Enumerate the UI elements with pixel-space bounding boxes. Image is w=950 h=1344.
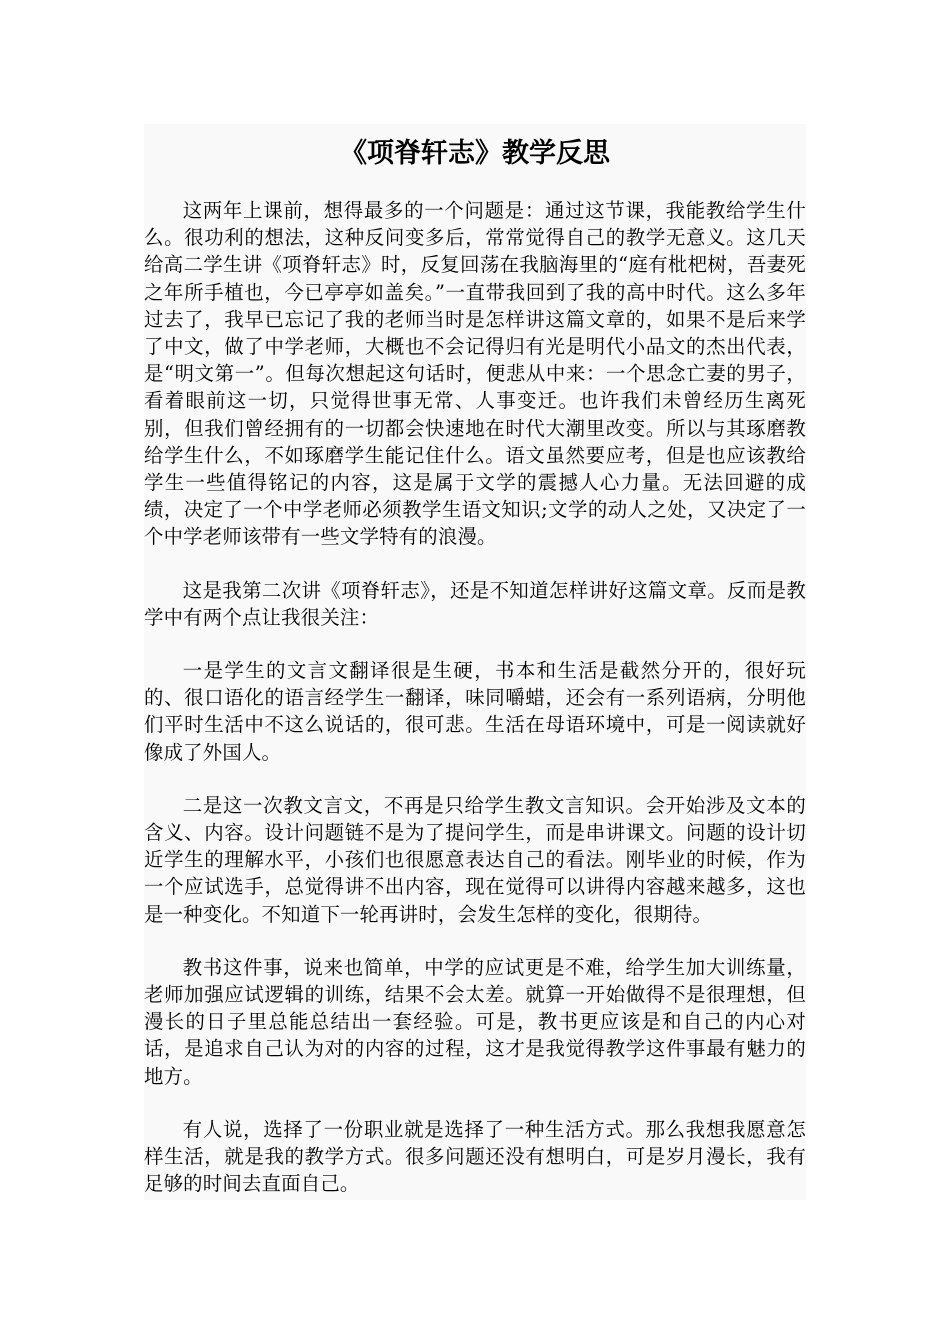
paragraph-5: 教书这件事，说来也简单，中学的应试更是不难，给学生加大训练量，老师加强应试逻辑的训练，结果不会太差。就算一开始做得不是很理想，但漫长的日子里总能总结出一套经验。可是，教书更应该是和自己的内心对话，是追求自己认为对的内容的过程，这才是我觉得教学这件事最有魅力的地方。 — [144, 955, 806, 1088]
paragraph-6: 有人说，选择了一份职业就是选择了一种生活方式。那么我想我愿意怎样生活，就是我的教学方式。很多问题还没有想明白，可是岁月漫长，我有足够的时间去直面自己。 — [144, 1117, 806, 1196]
paragraph-4: 二是这一次教文言文，不再是只给学生教文言知识。会开始涉及文本的含义、内容。设计问题链不是为了提问学生，而是串讲课文。问题的设计切近学生的理解水平，小孩们也很愿意表达自己的看法。刚毕业的时候，作为一个应试选手，总觉得讲不出内容，现在觉得可以讲得内容越来越多，这也是一种变化。不知道下一轮再讲时，会发生怎样的变化，很期待。 — [144, 793, 806, 926]
document-title: 《项脊轩志》教学反思 — [340, 138, 610, 169]
document-body — [144, 197, 806, 1198]
paragraph-2: 这是我第二次讲《项脊轩志》，还是不知道怎样讲好这篇文章。反而是教学中有两个点让我很关注： — [144, 578, 806, 629]
document-page — [144, 124, 806, 1200]
paragraph-3: 一是学生的文言文翻译很是生硬，书本和生活是截然分开的，很好玩的、很口语化的语言经学生一翻译，味同嚼蜡，还会有一系列语病，分明他们平时生活中不这么说话的，很可悲。生活在母语环境中，可是一阅读就好像成了外国人。 — [144, 659, 806, 764]
paragraph-1: 这两年上课前，想得最多的一个问题是：通过这节课，我能教给学生什么。很功利的想法，这种反问变多后，常常觉得自己的教学无意义。这几天给高二学生讲《项脊轩志》时，反复回荡在我脑海里的“庭有枇杷树，吾妻死之年所手植也，今已亭亭如盖矣。”一直带我回到了我的高中时代。这么多年过去了，我早已忘记了我的老师当时是怎样讲这篇文章的，如果不是后来学了中文，做了中学老师，大概也不会记得归有光是明代小品文的杰出代表，是“明文第一”。但每次想起这句话时，便悲从中来：一个思念亡妻的男子，看着眼前这一切，只觉得世事无常、人事变迁。也许我们未曾经历生离死别，但我们曾经拥有的一切都会快速地在时代大潮里改变。所以与其琢磨教给学生什么，不如琢磨学生能记住什么。语文虽然要应考，但是也应该教给学生一些值得铭记的内容，这是属于文学的震撼人心力量。无法回避的成绩，决定了一个中学老师必须教学生语文知识;文学的动人之处，又决定了一个中学老师该带有一些文学特有的浪漫。 — [144, 199, 806, 549]
